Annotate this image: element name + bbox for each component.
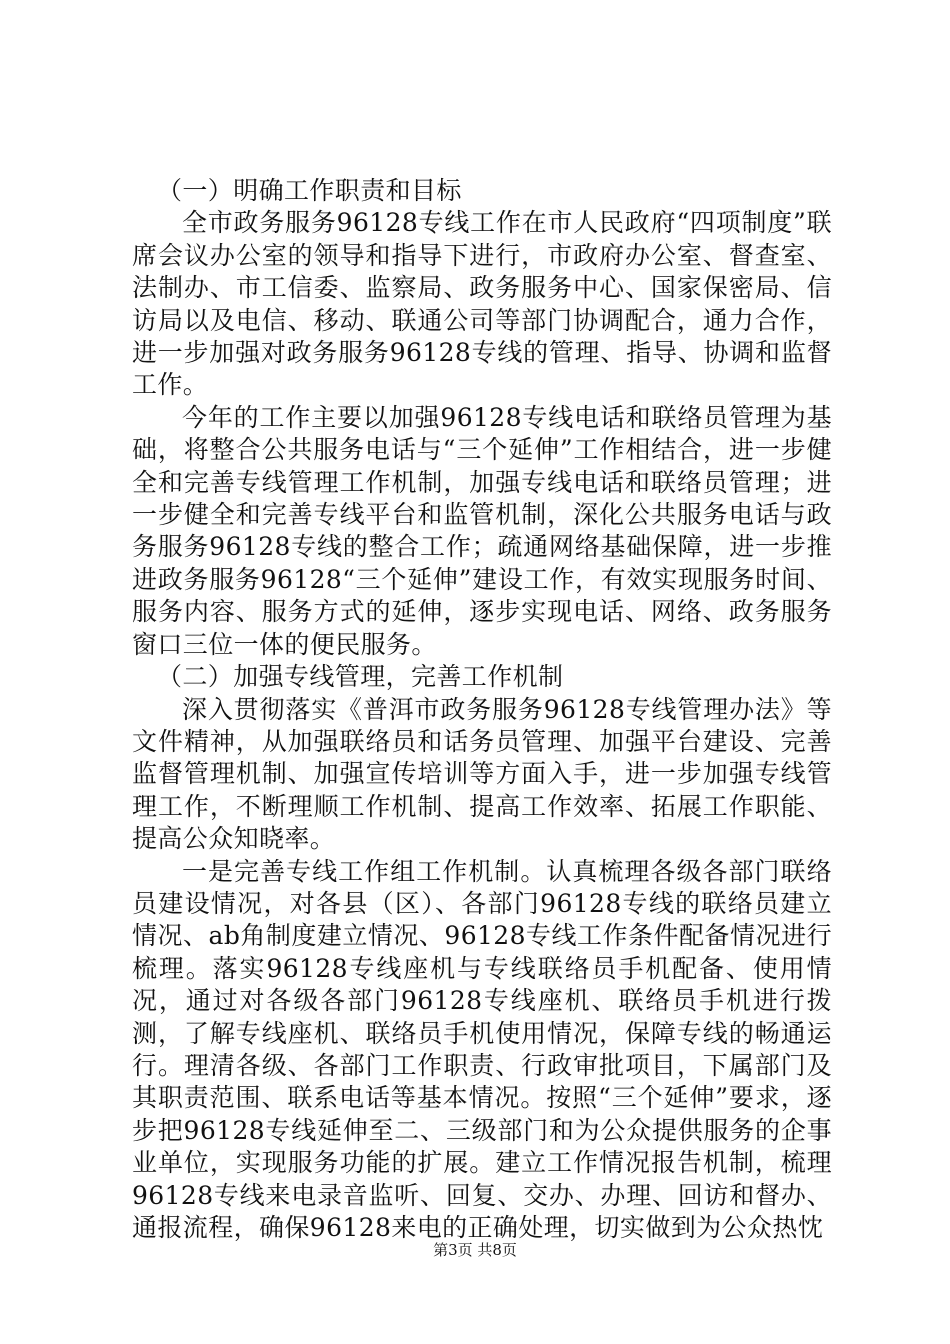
page-footer xyxy=(0,1240,950,1260)
page-number-label: 第3页 共8页 xyxy=(433,1241,517,1259)
section-1-paragraph-2: 今年的工作主要以加强96128专线电话和联络员管理为基础，将整合公共服务电话与“三个延伸”工作相结合，进一步健全和完善专线管理工作机制，加强专线电话和联络员管理；进一步健全和完善专线平台和监管机制，深化公共服务电话与政务服务96128专线的整合工作；疏通网络基础保障，进一步推进政务服务96128“三个延伸”建设工作，有效实现服务时间、服务内容、服务方式的延伸，逐步实现电话、网络、政务服务窗口三位一体的便民服务。 xyxy=(132,402,832,659)
document-body xyxy=(132,175,832,1244)
section-2-paragraph-1: 深入贯彻落实《普洱市政务服务96128专线管理办法》等文件精神，从加强联络员和话务员管理、加强平台建设、完善监督管理机制、加强宣传培训等方面入手，进一步加强专线管理工作，不断理顺工作机制、提高工作效率、拓展工作职能、提高公众知晓率。 xyxy=(132,694,832,854)
section-1-paragraph-1: 全市政务服务96128专线工作在市人民政府“四项制度”联席会议办公室的领导和指导下进行，市政府办公室、督查室、法制办、市工信委、监察局、政务服务中心、国家保密局、信访局以及电信、移动、联通公司等部门协调配合，通力合作，进一步加强对政务服务96128专线的管理、指导、协调和监督工作。 xyxy=(132,208,832,400)
section-2-paragraph-2: 一是完善专线工作组工作机制。认真梳理各级各部门联络员建设情况，对各县（区）、各部门96128专线的联络员建立情况、ab角制度建立情况、96128专线工作条件配备情况进行梳理。落实96128专线座机与专线联络员手机配备、使用情况，通过对各级各部门96128专线座机、联络员手机进行拨测，了解专线座机、联络员手机使用情况，保障专线的畅通运行。理清各级、各部门工作职责、行政审批项目，下属部门及其职责范围、联系电话等基本情况。按照“三个延伸”要求，逐步把96128专线延伸至二、三级部门和为公众提供服务的企事业单位，实现服务功能的扩展。建立工作情况报告机制，梳理96128专线来电录音监听、回复、交办、办理、回访和督办、通报流程，确保96128来电的正确处理，切实做到为公众热忱 xyxy=(132,856,832,1242)
section-heading-1: （一）明确工作职责和目标 xyxy=(157,176,462,205)
section-heading-2: （二）加强专线管理，完善工作机制 xyxy=(157,662,564,692)
